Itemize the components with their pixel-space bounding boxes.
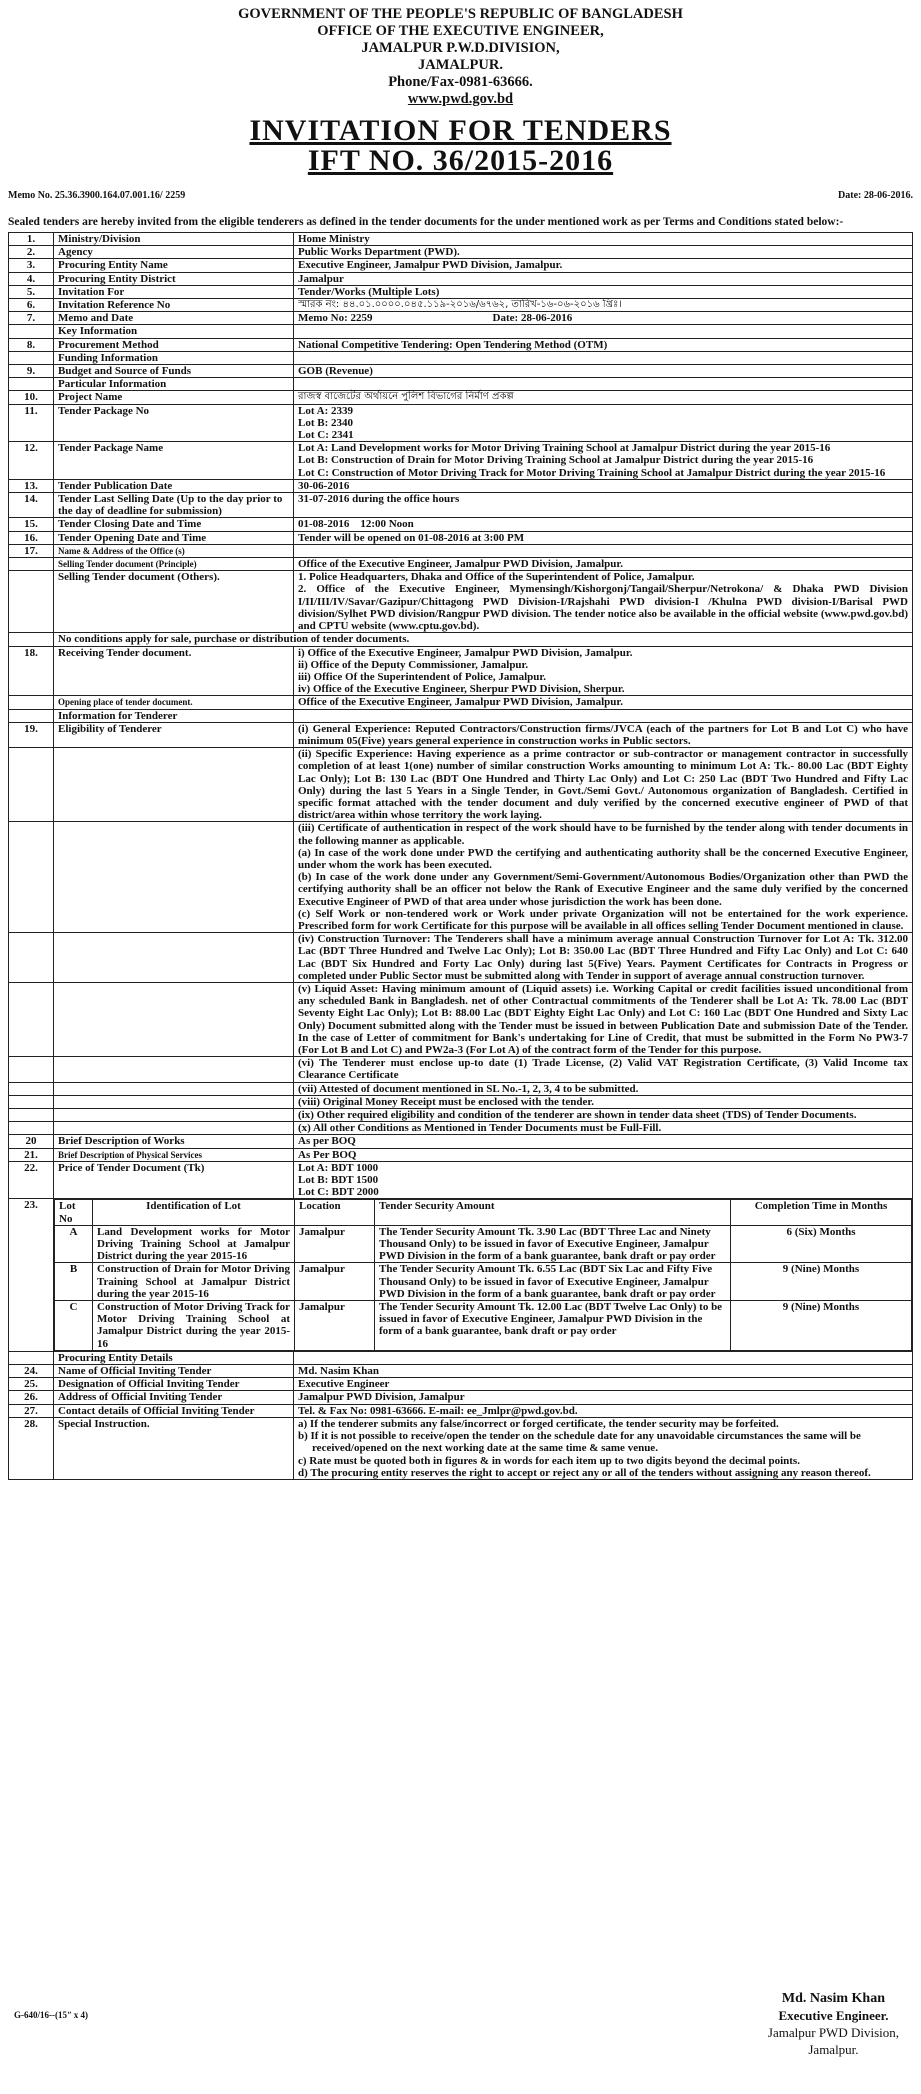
row-number: 22. xyxy=(9,1161,54,1199)
instruction-d: d) The procuring entity reserves the right to accept or reject any or all of the tenders without assigning any reason thereof. xyxy=(298,1466,871,1479)
table-row xyxy=(9,1161,913,1199)
table-row xyxy=(9,748,913,822)
lot-header-location: Location xyxy=(295,1200,375,1225)
row-value: স্মারক নং: ৪৪.০১.০০০০.০৪৫.১১৯-২০১৬/৬৭৬২, তারিখ-১৬-০৬-২০১৬ খ্রিঃ। xyxy=(294,299,913,312)
row-number: 23. xyxy=(9,1199,54,1351)
selling-office-1: 1. Police Headquarters, Dhaka and Office of the Superintendent of Police, Jamalpur. xyxy=(298,571,695,584)
table-row xyxy=(9,1148,913,1161)
package-name-lot-b: Lot B: Construction of Drain for Motor Driving Training School at Jamalpur District during the year 2015-16 xyxy=(298,454,814,467)
lot-identification: Land Development works for Motor Driving Training School at Jamalpur District during the year 2015-16 xyxy=(93,1225,295,1263)
cert-intro: (iii) Certificate of authentication in respect of the work should have to be furnished by the tender along with tender documents in the following manner as applicable. xyxy=(298,822,908,847)
lot-header-lot: Lot No xyxy=(55,1200,93,1225)
section-row xyxy=(9,351,913,364)
header-line-2: OFFICE OF THE EXECUTIVE ENGINEER, xyxy=(317,23,604,39)
row-value xyxy=(294,571,913,633)
lot-security: The Tender Security Amount Tk. 12.00 Lac (BDT Twelve Lac Only) to be issued in favor of Executive Engineer, Jamalpur PWD Division in the form of a bank guarantee, bank draft or pay order xyxy=(375,1301,731,1351)
row-key: Procuring Entity District xyxy=(54,272,294,285)
table-row xyxy=(9,312,913,325)
row-key: Name & Address of the Office (s) xyxy=(54,544,294,557)
row-number: 7. xyxy=(9,312,54,325)
row-number: 27. xyxy=(9,1404,54,1417)
package-lot-b: Lot B: 2340 xyxy=(298,416,353,429)
signatory-name: Md. Nasim Khan xyxy=(781,1991,885,2006)
cert-c: (c) Self Work or non-tendered work or Work under private Organization will not be entertained for the work experience. Prescribed form for work Certificate for this purpose will be available in all offices selling Tender Document mentioned in clause. xyxy=(298,907,908,932)
table-row xyxy=(9,391,913,404)
table-row xyxy=(9,531,913,544)
row-key: Designation of Official Inviting Tender xyxy=(54,1378,294,1391)
table-row xyxy=(9,696,913,709)
receiving-office-2: ii) Office of the Deputy Commissioner, Jamalpur. xyxy=(298,658,529,671)
table-row xyxy=(9,1378,913,1391)
row-number: 12. xyxy=(9,442,54,480)
table-row xyxy=(9,338,913,351)
lot-table xyxy=(54,1199,912,1350)
ift-number: IFT NO. 36/2015-2016 xyxy=(307,144,614,177)
table-row xyxy=(9,1135,913,1148)
header-website-link[interactable]: www.pwd.gov.bd xyxy=(407,91,514,107)
selling-office-2: 2. Office of the Executive Engineer, Mymensingh/Kishorgonj/Tangail/Sherpur/Netrokona/ & Dhaka PWD Division I/II/III/IV/Savar/Gazipur/Chittagong PWD Division-I/Rajshahi PWD division-I /Khulna PWD division-I/Barisal PWD division/Sylhet PWD division/Rangpur PWD division. The tender notice also be available in the official website (www.pwd.gov.bd) and CPTU website (www.cptu.gov.bd). xyxy=(298,583,908,633)
table-row xyxy=(9,285,913,298)
table-row xyxy=(9,1057,913,1082)
eligibility-specific: (ii) Specific Experience: Having experience as a prime contractor or sub-contractor or management contractor in successfully completion of at least 1(one) number of similar construction Works amounting to minimum Lot A: Tk.- 80.00 Lac (BDT Eighty Lac Only); Lot B: 130 Lac (BDT One Hundred and Thirty Lac Only) and Lot C: 250 Lac (BDT Two Hundred and Fifty Lac Only) during the last 5 Years in a Single Tender, in Govt./Semi Govt./ Autonomous organization of Bangladesh. Certified in specific format attached with the tender document and duly verified by the concerned executive engineer of PWD of that district/area within whose territory the work laying. xyxy=(294,748,913,822)
section-row xyxy=(9,633,913,646)
eligibility-certificate xyxy=(294,822,913,933)
row-number: 8. xyxy=(9,338,54,351)
row-value: National Competitive Tendering: Open Tendering Method (OTM) xyxy=(294,338,913,351)
row-number: 25. xyxy=(9,1378,54,1391)
section-key-information: Key Information xyxy=(54,325,294,338)
row-number: 20 xyxy=(9,1135,54,1148)
row-key: Procurement Method xyxy=(54,338,294,351)
package-name-lot-a: Lot A: Land Development works for Motor Driving Training School at Jamalpur District during the year 2015-16 xyxy=(298,442,831,455)
row-number: 14. xyxy=(9,493,54,518)
row-value: Jamalpur PWD Division, Jamalpur xyxy=(294,1391,913,1404)
row-number: 10. xyxy=(9,391,54,404)
row-key: Contact details of Official Inviting Tender xyxy=(54,1404,294,1417)
eligibility-tds: (ix) Other required eligibility and condition of the tenderer are shown in tender data sheet (TDS) of Tender Documents. xyxy=(294,1109,913,1122)
package-lot-c: Lot C: 2341 xyxy=(298,429,354,442)
tender-notice xyxy=(8,0,913,1480)
row-number: 3. xyxy=(9,259,54,272)
row-key: Memo and Date xyxy=(54,312,294,325)
row-value: 30-06-2016 xyxy=(294,479,913,492)
package-lot-a: Lot A: 2339 xyxy=(298,404,353,417)
table-row xyxy=(9,1095,913,1108)
row-number: 26. xyxy=(9,1391,54,1404)
row-key: Project Name xyxy=(54,391,294,404)
receiving-office-4: iv) Office of the Executive Engineer, Sherpur PWD Division, Sherpur. xyxy=(298,683,625,696)
signatory-office: Jamalpur PWD Division, xyxy=(767,2025,899,2040)
row-number: 19. xyxy=(9,722,54,747)
row-number: 5. xyxy=(9,285,54,298)
table-row xyxy=(9,246,913,259)
section-row xyxy=(9,378,913,391)
table-row xyxy=(9,404,913,442)
no-conditions-note: No conditions apply for sale, purchase or distribution of tender documents. xyxy=(54,633,913,646)
row-number: 2. xyxy=(9,246,54,259)
cert-b: (b) In case of the work done under any Government/Semi-Government/Autonomous Bodies/Organization other than PWD the certifying authority shall be an officer not below the Rank of Executive Engineer and the same duly verified by the concerned Executive Engineer of PWD of that area under whose jurisdiction the work has been done. xyxy=(298,871,908,908)
row-key: Eligibility of Tenderer xyxy=(54,722,294,747)
lot-completion: 9 (Nine) Months xyxy=(731,1301,912,1351)
price-lot-a: Lot A: BDT 1000 xyxy=(298,1161,379,1174)
instruction-c: c) Rate must be quoted both in figures & in words for each item up to two digits beyond the decimal points. xyxy=(298,1454,800,1467)
row-number: 21. xyxy=(9,1148,54,1161)
row-value: Jamalpur xyxy=(294,272,913,285)
table-row xyxy=(9,479,913,492)
row-key: Selling Tender document (Principle) xyxy=(54,558,294,571)
row-number: 18. xyxy=(9,646,54,696)
row-number: 24. xyxy=(9,1365,54,1378)
row-key: Brief Description of Physical Services xyxy=(54,1148,294,1161)
memo-date: Date: 28-06-2016. xyxy=(838,190,913,201)
row-value: Office of the Executive Engineer, Jamalpur PWD Division, Jamalpur. xyxy=(294,696,913,709)
row-key: Budget and Source of Funds xyxy=(54,365,294,378)
table-row xyxy=(9,822,913,933)
table-row xyxy=(9,272,913,285)
row-key: Receiving Tender document. xyxy=(54,646,294,696)
lot-letter: C xyxy=(55,1301,93,1351)
eligibility-attested: (vii) Attested of document mentioned in SL No.-1, 2, 3, 4 to be submitted. xyxy=(294,1082,913,1095)
table-row xyxy=(9,1082,913,1095)
lot-row xyxy=(55,1301,912,1351)
section-row xyxy=(9,709,913,722)
row-number: 17. xyxy=(9,544,54,557)
lot-row xyxy=(55,1263,912,1301)
row-value: Tel. & Fax No: 0981-63666. E-mail: ee_Jmlpr@pwd.gov.bd. xyxy=(294,1404,913,1417)
row-number: 9. xyxy=(9,365,54,378)
row-key: Invitation Reference No xyxy=(54,299,294,312)
price-lot-b: Lot B: BDT 1500 xyxy=(298,1174,379,1187)
lot-header-row xyxy=(55,1200,912,1225)
instruction-b: b) If it is not possible to receive/open the tender on the schedule date for any unavoidable circumstances the same will be received/opened on the next working date at the same time & same venue. xyxy=(298,1430,861,1455)
row-value xyxy=(294,442,913,480)
table-row xyxy=(9,518,913,531)
lot-completion: 6 (Six) Months xyxy=(731,1225,912,1263)
table-row xyxy=(9,1365,913,1378)
row-number: 6. xyxy=(9,299,54,312)
row-value: As per BOQ xyxy=(294,1135,913,1148)
signatory-designation: Executive Engineer. xyxy=(778,2008,889,2023)
section-information-for-tenderer: Information for Tenderer xyxy=(54,709,294,722)
table-row xyxy=(9,558,913,571)
table-row xyxy=(9,982,913,1056)
row-key: Tender Package No xyxy=(54,404,294,442)
eligibility-money-receipt: (viii) Original Money Receipt must be enclosed with the tender. xyxy=(294,1095,913,1108)
row-key: Procuring Entity Name xyxy=(54,259,294,272)
row-value: রাজস্ব বাজেটের অর্থায়নে পুলিশ বিভাগের নির্মাণ প্রকল্প xyxy=(294,391,913,404)
eligibility-other: (x) All other Conditions as Mentioned in Tender Documents must be Full-Fill. xyxy=(294,1122,913,1135)
row-key: Brief Description of Works xyxy=(54,1135,294,1148)
price-lot-c: Lot C: BDT 2000 xyxy=(298,1186,379,1199)
cert-a: (a) In case of the work done under PWD the certifying and authenticating authority shall be the concerned Executive Engineer, under whom the work has been executed. xyxy=(298,846,908,871)
table-row xyxy=(9,646,913,696)
row-value xyxy=(294,312,913,325)
signatory-place: Jamalpur. xyxy=(808,2042,859,2057)
lot-identification: Construction of Drain for Motor Driving Training School at Jamalpur District during the year 2015-16 xyxy=(93,1263,295,1301)
special-instructions xyxy=(294,1417,913,1479)
receiving-office-3: iii) Office Of the Superintendent of Police, Jamalpur. xyxy=(298,670,546,683)
lot-completion: 9 (Nine) Months xyxy=(731,1263,912,1301)
table-row xyxy=(9,1109,913,1122)
header-line-4: JAMALPUR. xyxy=(418,57,503,73)
lot-location: Jamalpur xyxy=(295,1301,375,1351)
row-key: Tender Opening Date and Time xyxy=(54,531,294,544)
header-line-3: JAMALPUR P.W.D.DIVISION, xyxy=(361,40,560,56)
eligibility-general: (i) General Experience: Reputed Contractors/Construction firms/JVCA (each of the partners for Lot B and Lot C) who have minimum 05(Five) years general experience in construction works in Public sectors. xyxy=(294,722,913,747)
memo-number: Memo No. 25.36.3900.164.07.001.16/ 2259 xyxy=(8,190,186,201)
lot-identification: Construction of Motor Driving Track for Motor Driving Training School at Jamalpur District during the year 2015-16 xyxy=(93,1301,295,1351)
table-row xyxy=(9,1417,913,1479)
table-row xyxy=(9,233,913,246)
memo-no-value: Memo No: 2259 xyxy=(298,312,373,325)
row-key: Selling Tender document (Others). xyxy=(54,571,294,633)
section-row xyxy=(9,1351,913,1364)
section-procuring-entity-details: Procuring Entity Details xyxy=(54,1351,294,1364)
row-value: GOB (Revenue) xyxy=(294,365,913,378)
table-row xyxy=(9,1122,913,1135)
row-value: Executive Engineer xyxy=(294,1378,913,1391)
lot-header-security: Tender Security Amount xyxy=(375,1200,731,1225)
row-number: 28. xyxy=(9,1417,54,1479)
header-phone: Phone/Fax-0981-63666. xyxy=(388,74,533,90)
lot-letter: B xyxy=(55,1263,93,1301)
row-number: 4. xyxy=(9,272,54,285)
eligibility-liquid-asset: (v) Liquid Asset: Having minimum amount of (Liquid assets) i.e. Working Capital or credit facilities issued unconditional from any scheduled Bank in Bangladesh. net of other Contractual commitments of the Tenderer shall be Lot A: Tk. 78.00 Lac (BDT Seventy Eight Lac Only); Lot B: 88.00 Lac (BDT Eighty Eight Lac Only) and Lot C: 160 Lac (BDT One Hundred and Sixty Lac Only) Document submitted along with the Tender must be issued in between Publication Date and submission Date of the Tender. In the case of Letter of commitment for Bank's undertaking for Line of Credit, that must be submitted in the Form No PW3-7 (For Lot B and Lot C) and PW2a-3 (For Lot A) of the contract form of the Tender for this purpose. xyxy=(294,982,913,1056)
row-number: 16. xyxy=(9,531,54,544)
row-key: Special Instruction. xyxy=(54,1417,294,1479)
row-key: Agency xyxy=(54,246,294,259)
notice-title: INVITATION FOR TENDERS xyxy=(249,114,672,147)
row-value: 31-07-2016 during the office hours xyxy=(294,493,913,518)
table-row xyxy=(9,722,913,747)
eligibility-documents: (vi) The Tenderer must enclose up-to date (1) Trade License, (2) Valid VAT Registration Certificate, (3) Valid Income tax Clearance Certificate xyxy=(294,1057,913,1082)
table-row xyxy=(9,1391,913,1404)
row-value xyxy=(294,1161,913,1199)
intro-text: Sealed tenders are hereby invited from the eligible tenderers as defined in the tender documents for the under mentioned work as per Terms and Conditions stated below:- xyxy=(8,216,844,228)
row-key: Price of Tender Document (Tk) xyxy=(54,1161,294,1199)
row-value: As Per BOQ xyxy=(294,1148,913,1161)
row-number: 11. xyxy=(9,404,54,442)
row-value xyxy=(294,404,913,442)
row-value: Executive Engineer, Jamalpur PWD Division, Jamalpur. xyxy=(294,259,913,272)
package-name-lot-c: Lot C: Construction of Motor Driving Track for Motor Driving Training School at Jamalpur District during the year 2015-16 xyxy=(298,466,886,479)
row-key: Address of Official Inviting Tender xyxy=(54,1391,294,1404)
letterhead xyxy=(8,6,913,108)
instruction-a: a) If the tenderer submits any false/incorrect or forged certificate, the tender security may be forfeited. xyxy=(298,1417,779,1430)
row-value: 01-08-2016 12:00 Noon xyxy=(294,518,913,531)
row-value: Tender/Works (Multiple Lots) xyxy=(294,285,913,298)
row-value xyxy=(294,646,913,696)
memo-date-value: Date: 28-06-2016 xyxy=(492,312,573,325)
table-row xyxy=(9,1404,913,1417)
row-key: Tender Last Selling Date (Up to the day prior to the day of deadline for submission) xyxy=(54,493,294,518)
print-code: G-640/16--(15ʺ x 4) xyxy=(14,2010,88,2020)
row-value: Public Works Department (PWD). xyxy=(294,246,913,259)
row-key: Tender Package Name xyxy=(54,442,294,480)
table-row xyxy=(9,442,913,480)
lot-table-row xyxy=(9,1199,913,1351)
section-funding-information: Funding Information xyxy=(54,351,294,364)
lot-security: The Tender Security Amount Tk. 3.90 Lac (BDT Three Lac and Ninety Thousand Only) to be issued in favor of Executive Engineer, Jamalpur PWD Division in the form of a bank guarantee, bank draft or pay order xyxy=(375,1225,731,1263)
row-key: Invitation For xyxy=(54,285,294,298)
row-key: Tender Publication Date xyxy=(54,479,294,492)
row-key: Ministry/Division xyxy=(54,233,294,246)
tender-table xyxy=(8,232,913,1480)
table-row xyxy=(9,299,913,312)
row-number: 15. xyxy=(9,518,54,531)
lot-security: The Tender Security Amount Tk. 6.55 Lac (BDT Six Lac and Fifty Five Thousand Only) to be issued in favor of Executive Engineer, Jamalpur PWD Division in the form of a bank guarantee, bank draft or pay order xyxy=(375,1263,731,1301)
table-row xyxy=(9,493,913,518)
table-row xyxy=(9,365,913,378)
memo-line xyxy=(8,190,913,201)
eligibility-turnover: (iv) Construction Turnover: The Tenderers shall have a minimum average annual Construction Turnover for Lot A: Tk. 312.00 Lac (BDT Three Hundred and Twelve Lac Only); Lot B: 350.00 Lac (BDT Three Hundred and Fifty Lac Only) and Lot C: 640 Lac (BDT Six Hundred and Forty Lac Only) during last 5(Five) Years. Payment Certificates for Contracts in Progress or completed under Public Sector must be submitted along with Tender in support of average annual construction turnover. xyxy=(294,933,913,983)
row-value: Tender will be opened on 01-08-2016 at 3:00 PM xyxy=(294,531,913,544)
table-row xyxy=(9,933,913,983)
section-particular-information: Particular Information xyxy=(54,378,294,391)
row-key: Name of Official Inviting Tender xyxy=(54,1365,294,1378)
lot-header-identification: Identification of Lot xyxy=(93,1200,295,1225)
section-row xyxy=(9,325,913,338)
table-row xyxy=(9,571,913,633)
row-key: Opening place of tender document. xyxy=(54,696,294,709)
lot-location: Jamalpur xyxy=(295,1225,375,1263)
row-value: Office of the Executive Engineer, Jamalpur PWD Division, Jamalpur. xyxy=(294,558,913,571)
table-row xyxy=(9,259,913,272)
row-value: Md. Nasim Khan xyxy=(294,1365,913,1378)
lot-location: Jamalpur xyxy=(295,1263,375,1301)
lot-row xyxy=(55,1225,912,1263)
row-value: Home Ministry xyxy=(294,233,913,246)
receiving-office-1: i) Office of the Executive Engineer, Jamalpur PWD Division, Jamalpur. xyxy=(298,646,633,659)
lot-header-completion: Completion Time in Months xyxy=(731,1200,912,1225)
row-number: 1. xyxy=(9,233,54,246)
lot-letter: A xyxy=(55,1225,93,1263)
table-row xyxy=(9,544,913,557)
header-line-1: GOVERNMENT OF THE PEOPLE'S REPUBLIC OF BANGLADESH xyxy=(238,6,683,22)
row-number: 13. xyxy=(9,479,54,492)
row-key: Tender Closing Date and Time xyxy=(54,518,294,531)
signature-block xyxy=(768,1990,899,2058)
